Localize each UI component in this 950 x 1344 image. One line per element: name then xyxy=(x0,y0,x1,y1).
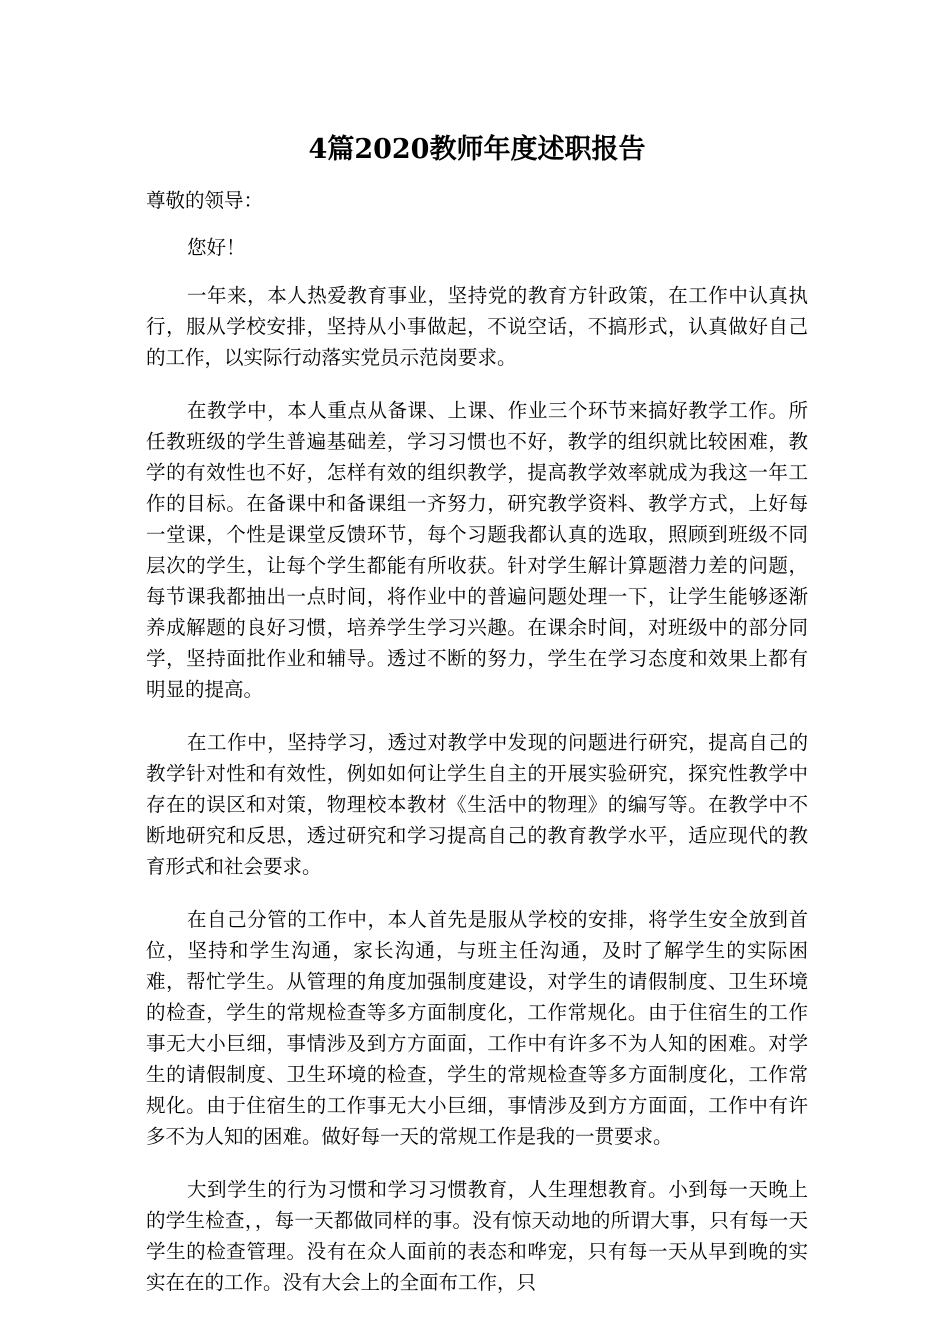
document-page xyxy=(146,130,808,1320)
paragraph-5: 大到学生的行为习惯和学习习惯教育，人生理想教育。小到每一天晚上的学生检查，，每一天都做同样的事。没有惊天动地的所谓大事，只有每一天学生的检查管理。没有在众人面前的表态和哗宠，只有每一天从早到晚的实实在在的工作。没有大会上的全面布工作，只 xyxy=(146,1178,808,1294)
greeting: 您好！ xyxy=(187,236,246,259)
paragraph-2: 在教学中，本人重点从备课、上课、作业三个环节来搞好教学工作。所任教班级的学生普遍基础差，学习习惯也不好，教学的组织就比较困难，教学的有效性也不好，怎样有效的组织教学，提高教学效率就成为我这一年工作的目标。在备课中和备课组一齐努力，研究教学资料、教学方式，上好每一堂课，个性是课堂反馈环节，每个习题我都认真的选取，照顾到班级不同层次的学生，让每个学生都能有所收获。针对学生解计算题潜力差的问题，每节课我都抽出一点时间，将作业中的普遍问题处理一下，让学生能够逐渐养成解题的良好习惯，培养学生学习兴趣。在课余时间，对班级中的部分同学，坚持面批作业和辅导。透过不断的努力，学生在学习态度和效果上都有明显的提高。 xyxy=(146,399,808,701)
document-title: 4篇2020教师年度述职报告 xyxy=(308,134,646,165)
paragraph-4: 在自己分管的工作中，本人首先是服从学校的安排，将学生安全放到首位，坚持和学生沟通，家长沟通，与班主任沟通，及时了解学生的实际困难，帮忙学生。从管理的角度加强制度建设，对学生的请假制度、卫生环境的检查，学生的常规检查等多方面制度化，工作常规化。由于住宿生的工作事无大小巨细，事情涉及到方方面面，工作中有许多不为人知的困难。对学生的请假制度、卫生环境的检查，学生的常规检查等多方面制度化，工作常规化。由于住宿生的工作事无大小巨细，事情涉及到方方面面，工作中有许多不为人知的困难。做好每一天的常规工作是我的一贯要求。 xyxy=(146,908,808,1148)
paragraph-3: 在工作中，坚持学习，透过对教学中发现的问题进行研究，提高自己的教学针对性和有效性，例如如何让学生自主的开展实验研究，探究性教学中存在的误区和对策，物理校本教材《生活中的物理》的编写等。在教学中不断地研究和反思，透过研究和学习提高自己的教育教学水平，适应现代的教育形式和社会要求。 xyxy=(146,731,808,878)
paragraph-1: 一年来，本人热爱教育事业，坚持党的教育方针政策，在工作中认真执行，服从学校安排，坚持从小事做起，不说空话，不搞形式，认真做好自己的工作，以实际行动落实党员示范岗要求。 xyxy=(146,284,808,369)
salutation: 尊敬的领导： xyxy=(146,189,264,212)
